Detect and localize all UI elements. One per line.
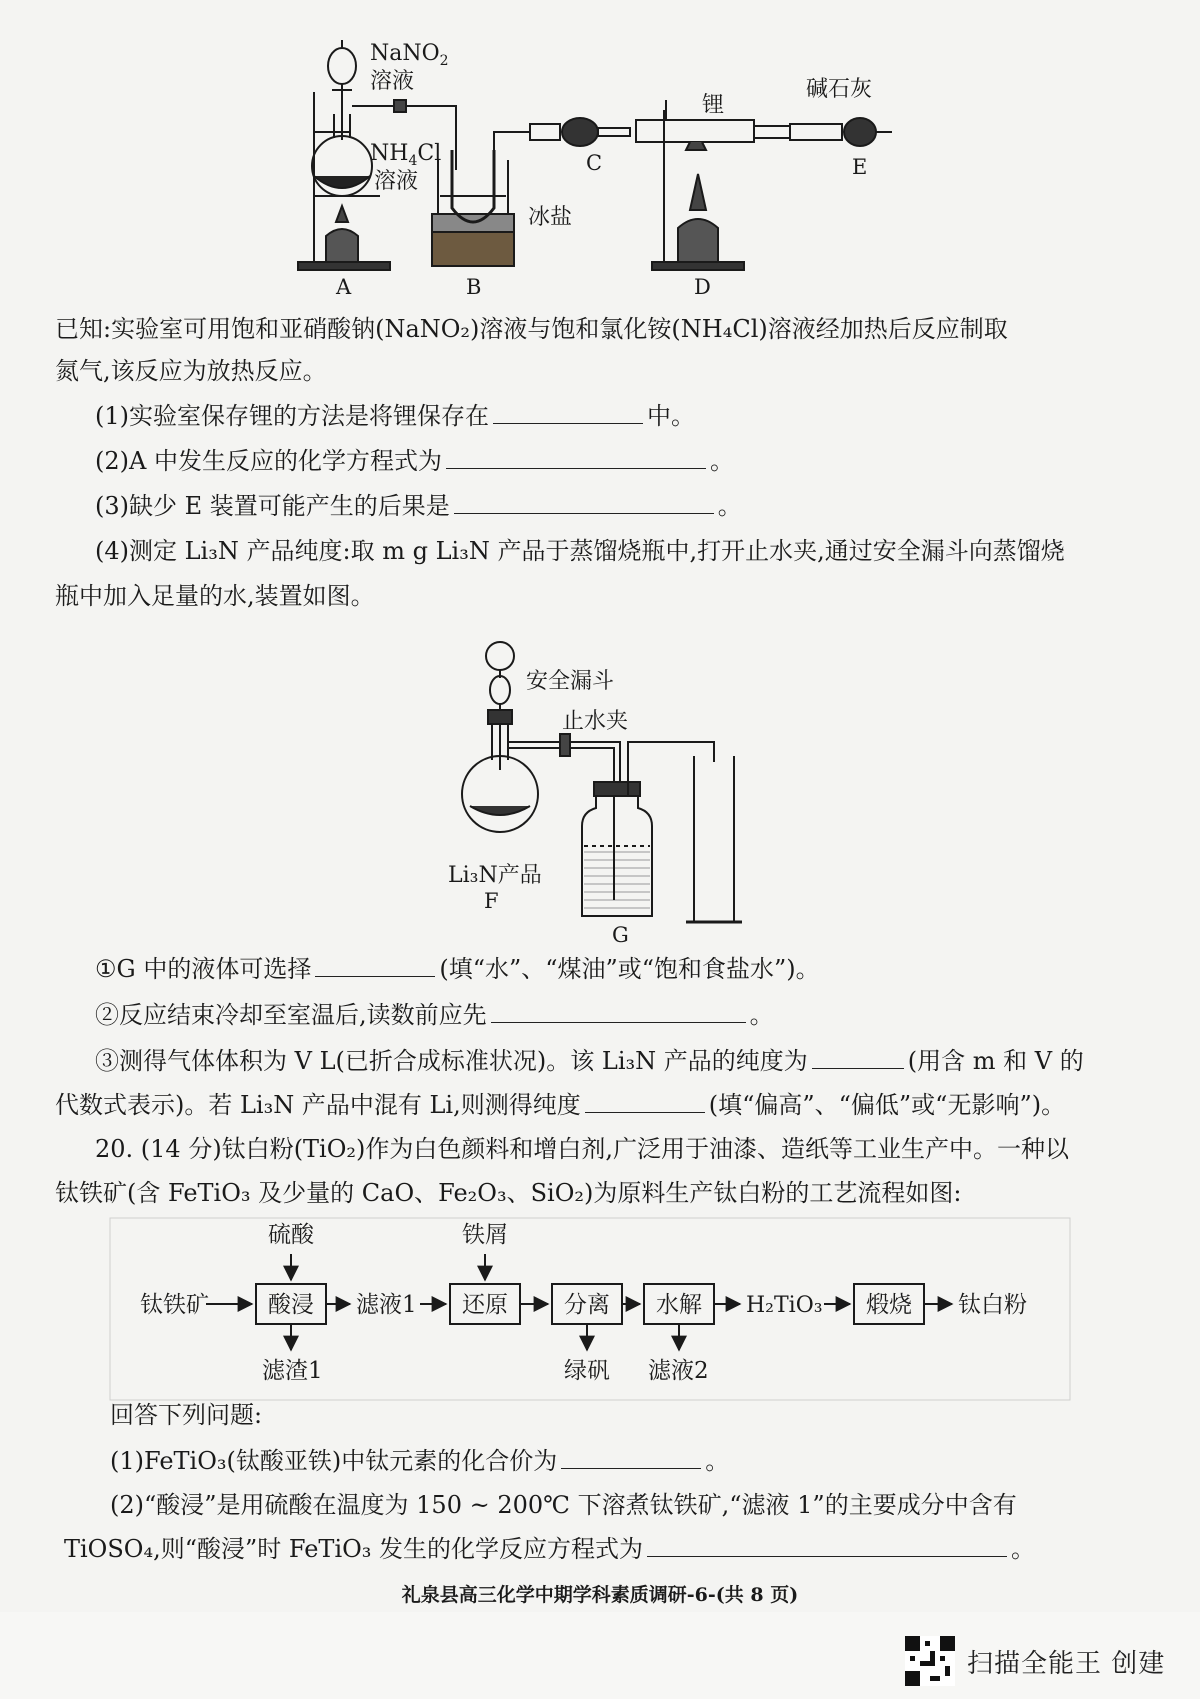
answer-blank-s3a[interactable] (812, 1042, 904, 1069)
flow-step-separate: 分离 (564, 1292, 610, 1318)
answer-blank-q3[interactable] (454, 487, 714, 514)
scanner-watermark (905, 1636, 1165, 1686)
page-footer: 礼泉县高三化学中期学科素质调研-6-(共 8 页) (401, 1584, 799, 1606)
answer-2-line-2: TiOSO₄,则“酸浸”时 FeTiO₃ 发生的化学反应方程式为 。 (64, 1528, 1159, 1570)
flow-filtrate-1: 滤液1 (356, 1292, 417, 1318)
flow-step-calcine: 煅烧 (866, 1292, 912, 1318)
flow-reagent-iron: 铁屑 (462, 1222, 508, 1248)
flow-step-leach: 酸浸 (268, 1292, 314, 1318)
answer-intro: 回答下列问题: (110, 1401, 263, 1429)
label-g: G (612, 923, 629, 947)
flow-filtrate-2: 滤液2 (648, 1358, 709, 1384)
flow-h2tio3: H₂TiO₃ (746, 1293, 823, 1318)
answer-blank-q1[interactable] (493, 397, 643, 424)
flow-reagent-acid: 硫酸 (268, 1222, 314, 1248)
label-d: D (694, 275, 711, 299)
intro-line-1: 已知:实验室可用饱和亚硝酸钠(NaNO₂)溶液与饱和氯化铵(NH₄Cl)溶液经加热后反应制取 (55, 315, 1008, 343)
answer-blank-q2[interactable] (446, 442, 706, 469)
answer-blank-a1[interactable] (561, 1442, 701, 1469)
label-soda-lime: 碱石灰 (806, 77, 873, 102)
question-1: (1)实验室保存锂的方法是将锂保存在 中。 (55, 395, 1190, 437)
answer-blank-s3b[interactable] (585, 1086, 705, 1113)
label-stop-clamp: 止水夹 (562, 709, 629, 734)
subquestion-3-line-1: ③测得气体体积为 V L(已折合成标准状况)。该 Li₃N 产品的纯度为 (用含 m 和 V 的 (55, 1040, 1190, 1082)
label-f: F (484, 889, 499, 913)
label-safety-funnel: 安全漏斗 (526, 669, 615, 694)
qr-code-icon (905, 1636, 955, 1686)
question-4-line-1: (4)测定 Li₃N 产品纯度:取 m g Li₃N 产品于蒸馏烧瓶中,打开止水夹,通过安全漏斗向蒸馏烧 (95, 537, 1065, 565)
question-3: (3)缺少 E 装置可能产生的后果是 。 (55, 485, 1190, 527)
flow-product: 钛白粉 (958, 1292, 1027, 1318)
answer-2-line-1: (2)“酸浸”是用硫酸在温度为 150 ~ 200℃ 下溶煮钛铁矿,“滤液 1”的主要成分中含有 (110, 1491, 1017, 1519)
label-solution-2: 溶液 (374, 169, 419, 194)
flow-green-vitriol: 绿矾 (564, 1358, 610, 1384)
question-4-line-2: 瓶中加入足量的水,装置如图。 (55, 582, 375, 610)
label-nh4cl: $NH_4Cl$ (370, 141, 442, 169)
process-flow-diagram (0, 1212, 1200, 1412)
flow-residue-1: 滤渣1 (262, 1358, 323, 1384)
question-20-line-2: 钛铁矿(含 FeTiO₃ 及少量的 CaO、Fe₂O₃、SiO₂)为原料生产钛白粉的工艺流程如图: (55, 1179, 962, 1207)
subquestion-3-line-2: 代数式表示)。若 Li₃N 产品中混有 Li,则测得纯度 (填“偏高”、“偏低”或“无影响”)。 (55, 1084, 1150, 1126)
flow-step-reduce: 还原 (462, 1292, 508, 1318)
watermark-text: 扫描全能王 创建 (967, 1648, 1166, 1679)
subquestion-1: ①G 中的液体可选择 (填“水”、“煤油”或“饱和食盐水”)。 (55, 948, 1190, 990)
apparatus-diagram-1 (0, 0, 1200, 300)
answer-blank-a2[interactable] (647, 1530, 1007, 1557)
answer-blank-s1[interactable] (315, 950, 435, 977)
subquestion-2: ②反应结束冷却至室温后,读数前应先 。 (55, 994, 1190, 1036)
question-2: (2)A 中发生反应的化学方程式为 。 (55, 440, 1190, 482)
label-li3n-product: Li₃N产品 (448, 863, 542, 888)
label-solution-1: 溶液 (370, 69, 415, 94)
label-ice-salt: 冰盐 (528, 205, 573, 230)
label-nano2: NaNO$_2$ (370, 41, 449, 69)
answer-blank-s2[interactable] (491, 996, 746, 1023)
answer-1: (1)FeTiO₃(钛酸亚铁)中钛元素的化合价为 。 (110, 1440, 1200, 1482)
flow-input-ore: 钛铁矿 (140, 1292, 209, 1318)
intro-line-2: 氮气,该反应为放热反应。 (55, 357, 327, 385)
label-e: E (852, 155, 868, 179)
label-b: B (466, 275, 482, 299)
question-20-line-1: 20. (14 分)钛白粉(TiO₂)作为白色颜料和增白剂,广泛用于油漆、造纸等工业生产中。一种以 (95, 1135, 1070, 1163)
label-lithium: 锂 (702, 93, 725, 118)
label-c: C (586, 151, 603, 175)
apparatus-diagram-2 (0, 630, 1200, 950)
label-a: A (336, 275, 352, 299)
flow-step-hydrolysis: 水解 (656, 1292, 702, 1318)
